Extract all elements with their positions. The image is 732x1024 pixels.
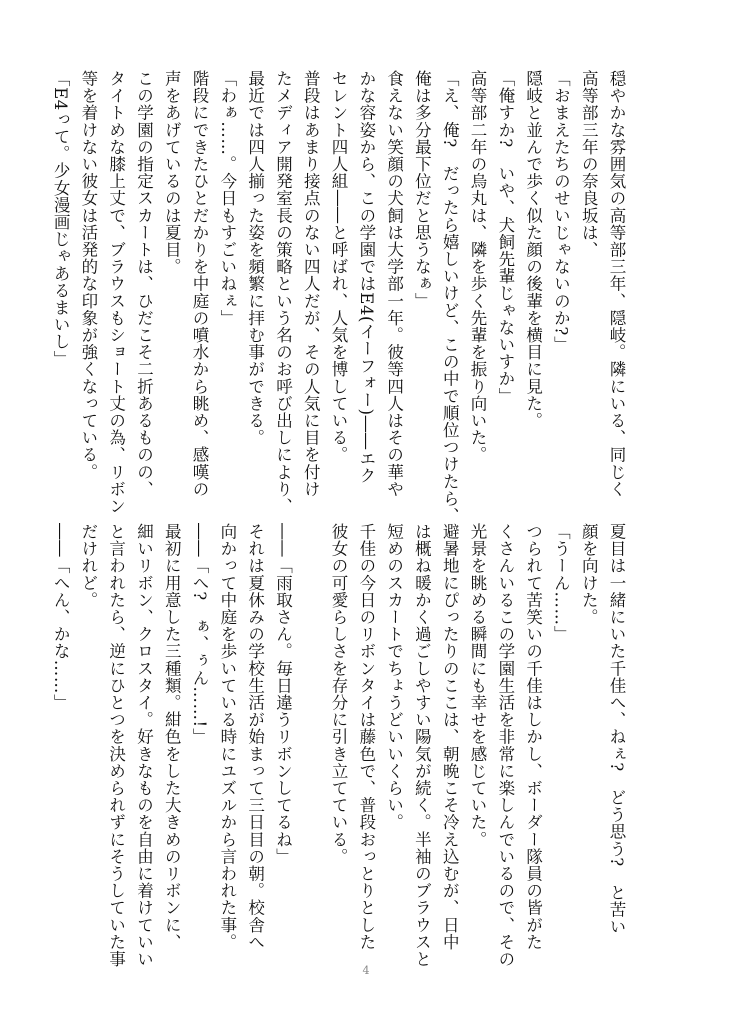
- lower-text-line: ――「雨取さん。毎日違うリボンしてるね」: [273, 523, 293, 865]
- upper-text-line: かな容姿から、この学園ではE4(イーフォー)――エク: [356, 70, 376, 485]
- upper-text-line: 隠岐と並んで歩く似た顔の後輩を横目に見た。: [523, 70, 543, 430]
- page-number: 4: [362, 964, 370, 977]
- lower-text-line: 短めのスカートでちょうどいいくらい。: [384, 523, 404, 831]
- upper-text-line: 「俺すか? いや、犬飼先輩じゃないすか」: [495, 70, 515, 405]
- lower-text-line: 光景を眺める瞬間にも幸せを感じていた。: [468, 523, 488, 848]
- lower-text-line: ――「へん、かな……」: [51, 523, 71, 712]
- upper-text-line: 「E4って。少女漫画じゃあるまいし」: [51, 70, 71, 368]
- lower-text-line: 顔を向けた。: [579, 523, 599, 626]
- upper-text-line: 最近では四人揃った姿を頻繁に拝む事ができる。: [245, 70, 265, 447]
- upper-text-line: 普段はあまり接点のない四人だが、その人気に目を付け: [301, 70, 321, 498]
- upper-text-line: 「わぁ……。今日もすごいねぇ」: [217, 70, 237, 327]
- lower-text-line: つられて苦笑いの千佳はしかし、ボーダー隊員の皆がた: [523, 523, 543, 951]
- lower-text-line: 細いリボン、クロスタイ。好きなものを自由に着けていい: [134, 523, 154, 968]
- upper-text-line: 食えない笑顔の犬飼は大学部一年。彼等四人はその華や: [384, 70, 404, 498]
- upper-text-line: 高等部二年の烏丸は、隣を歩く先輩を振り向いた。: [468, 70, 488, 464]
- upper-text-line: この学園の指定スカートは、ひだこそ二折あるものの、: [134, 70, 154, 498]
- lower-text-line: [296, 523, 324, 953]
- lower-text-line: だけれど。: [78, 523, 98, 609]
- upper-text-line: 声をあげているのは夏目。: [162, 70, 182, 276]
- upper-text-line: 俺は多分最下位だと思うなぁ」: [412, 70, 432, 310]
- lower-text-line: くさんいるこの学園生活を非常に楽しんでいるので、その: [495, 523, 515, 968]
- upper-text-line: 「おまえたちのせいじゃないのか?」: [551, 70, 571, 354]
- lower-text-line: 千佳の今日のリボンタイは藤色で、普段おっとりとした: [356, 523, 376, 951]
- upper-text-block: [51, 70, 630, 525]
- upper-text-line: タイトめな膝上丈で、ブラウスもショート丈の為、リボン: [106, 70, 126, 515]
- upper-text-line: セレント四人組――と呼ばれ、人気を博している。: [329, 70, 349, 464]
- lower-text-line: ――「へ? ぁ、ぅん……!」: [190, 523, 210, 745]
- lower-text-line: は概ね暖かく過ごしやすい陽気が続く。半袖のブラウスと: [412, 523, 432, 968]
- lower-text-line: 彼女の可愛らしさを存分に引き立てている。: [329, 523, 349, 865]
- upper-text-line: 等を着けない彼女は活発的な印象が強くなっている。: [78, 70, 98, 481]
- upper-text-line: 階段にできたひとだかりを中庭の噴水から眺め、感嘆の: [190, 70, 210, 498]
- upper-text-line: たメディア開発室長の策略という名のお呼び出しにより、: [273, 70, 293, 515]
- lower-text-line: と言われたら、逆にひとつを決められずにそうしていた事: [106, 523, 126, 968]
- lower-text-line: 避暑地にぴったりのここは、朝晩こそ冷え込むが、日中: [440, 523, 460, 951]
- upper-text-line: 「え、俺? だったら嬉しいけど、この中で順位つけたら、: [440, 70, 460, 525]
- lower-text-line: 「うーん……」: [551, 523, 571, 643]
- lower-text-line: それは夏休みの学校生活が始まって三日目の朝。校舎へ: [245, 523, 265, 951]
- upper-text-line: 高等部三年の奈良坂は、: [579, 70, 599, 259]
- upper-text-line: 穏やかな雰囲気の高等部三年、隠岐。隣にいる、同じく: [607, 70, 626, 498]
- lower-text-line: 向かって中庭を歩いている時にユズルから言われた事。: [217, 523, 237, 951]
- lower-text-block: [51, 523, 630, 968]
- lower-text-line: 最初に用意した三種類。紺色をした大きめのリボンに、: [162, 523, 182, 951]
- lower-text-line: 夏目は一緒にいた千佳へ、ねぇ? どう思う? と苦い: [607, 523, 626, 936]
